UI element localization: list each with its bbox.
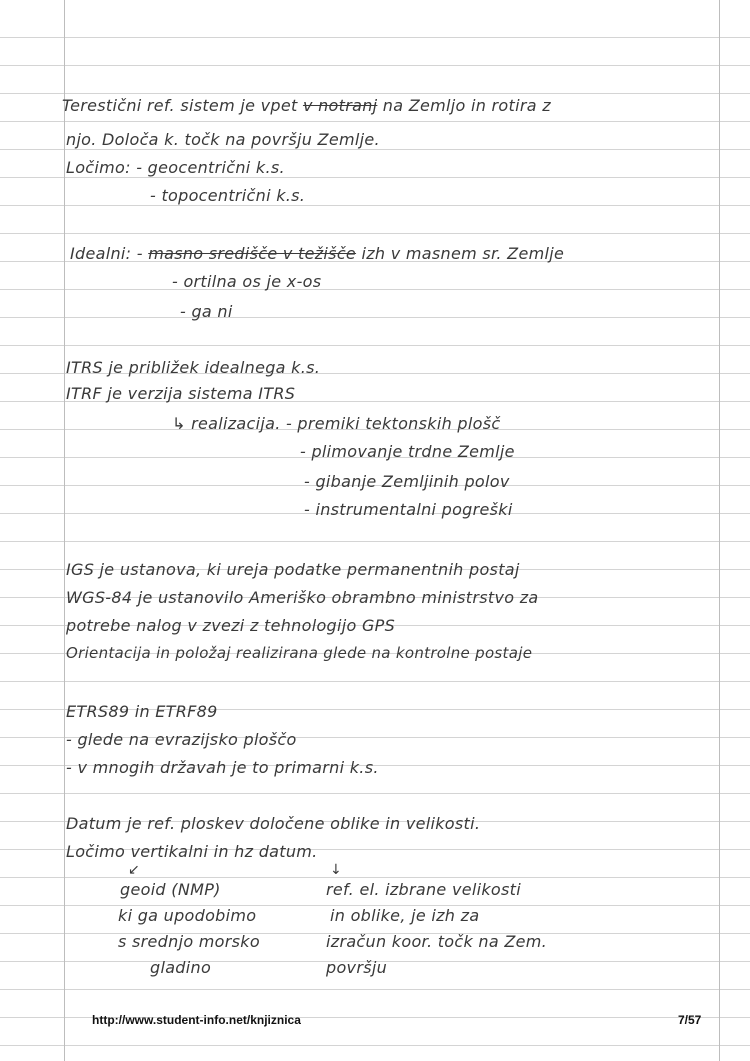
footer-url: http://www.student-info.net/knjiznica xyxy=(92,1013,301,1027)
note-line: - gibanje Zemljinih polov xyxy=(304,472,510,491)
note-line: gladino xyxy=(150,958,212,977)
note-line: - glede na evrazijsko ploščo xyxy=(66,730,297,749)
struck-text: v notranj xyxy=(302,96,378,115)
note-line: IGS je ustanova, ki ureja podatke permanentnih postaj xyxy=(66,560,520,579)
note-line: površju xyxy=(326,958,388,977)
right-margin-line xyxy=(719,0,720,1061)
note-line: - ortilna os je x-os xyxy=(172,272,322,291)
note-line: s srednjo morsko xyxy=(118,932,260,951)
left-margin-line xyxy=(64,0,65,1061)
note-line xyxy=(70,244,564,263)
note-line: ITRF je verzija sistema ITRS xyxy=(66,384,296,403)
note-line: Ločimo: - geocentrični k.s. xyxy=(66,158,285,177)
note-line: ETRS89 in ETRF89 xyxy=(66,702,218,721)
note-line: - instrumentalni pogreški xyxy=(304,500,513,519)
note-text: na Zemljo in rotira z xyxy=(382,96,551,115)
note-line: ↳ realizacija. - premiki tektonskih plošč xyxy=(172,414,501,433)
note-line: - v mnogih državah je to primarni k.s. xyxy=(66,758,379,777)
note-text: izh v masnem sr. Zemlje xyxy=(361,244,565,263)
note-text: Idealni: - xyxy=(70,244,143,263)
note-line: WGS-84 je ustanovilo Ameriško obrambno ministrstvo za xyxy=(66,588,539,607)
struck-text: masno središče v težišče xyxy=(148,244,357,263)
note-text: Terestični ref. sistem je vpet xyxy=(62,96,298,115)
note-line xyxy=(62,96,551,115)
note-line: Orientacija in položaj realizirana glede na kontrolne postaje xyxy=(66,644,533,662)
note-line: geoid (NMP) xyxy=(120,880,221,899)
note-line: - topocentrični k.s. xyxy=(150,186,306,205)
note-line: potrebe nalog v zvezi z tehnologijo GPS xyxy=(66,616,396,635)
note-line: njo. Določa k. točk na površju Zemlje. xyxy=(66,130,380,149)
arrow-icon: ↓ xyxy=(330,862,343,878)
arrow-icon: ↙ xyxy=(128,862,141,878)
note-line: ITRS je približek idealnega k.s. xyxy=(66,358,321,377)
note-line: ki ga upodobimo xyxy=(118,906,257,925)
note-line: - ga ni xyxy=(180,302,233,321)
note-line: ref. el. izbrane velikosti xyxy=(326,880,521,899)
note-line: Datum je ref. ploskev določene oblike in velikosti. xyxy=(66,814,481,833)
note-line: - plimovanje trdne Zemlje xyxy=(300,442,515,461)
note-line: Ločimo vertikalni in hz datum. xyxy=(66,842,318,861)
page-number: 7/57 xyxy=(678,1013,702,1027)
note-line: izračun koor. točk na Zem. xyxy=(326,932,548,951)
note-line: in oblike, je izh za xyxy=(330,906,480,925)
